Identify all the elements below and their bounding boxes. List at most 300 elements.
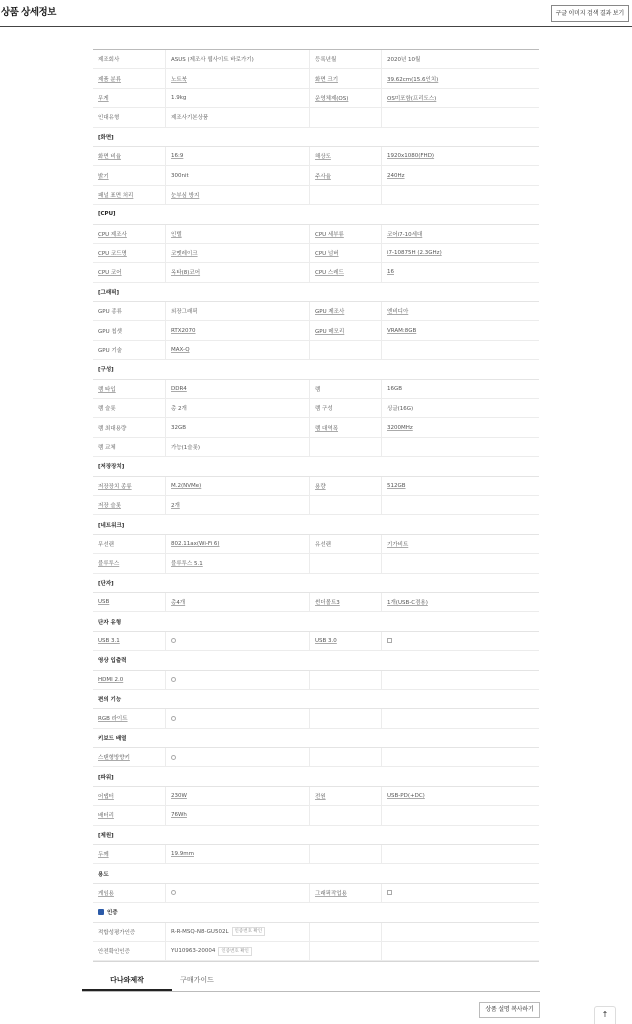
spec-value-text: 외장그래픽 <box>171 309 198 316</box>
spec-row <box>93 535 539 554</box>
spec-value-text[interactable]: 인텔 <box>171 231 182 238</box>
spec-value <box>382 50 539 68</box>
spec-section-header <box>93 729 539 748</box>
section-label-text: 단자 유형 <box>98 619 122 626</box>
section-label-text: 인증 <box>107 910 118 917</box>
spec-row <box>93 108 539 127</box>
section-label <box>93 826 393 844</box>
spec-value-text[interactable]: 엔비디아 <box>387 309 409 316</box>
spec-value-text[interactable]: 39.62cm(15.6인치) <box>387 76 439 83</box>
spec-value[interactable] <box>382 593 539 611</box>
section-label <box>93 612 393 630</box>
section-label <box>93 903 393 921</box>
spec-value-text[interactable]: 240Hz <box>387 172 405 179</box>
spec-value <box>382 845 539 863</box>
spec-label[interactable] <box>310 302 382 320</box>
spec-value <box>166 671 310 689</box>
spec-value-text: ASUS (제조사 웹사이트 바로가기) <box>171 57 254 64</box>
spec-value[interactable] <box>166 244 310 262</box>
spec-row <box>93 186 539 205</box>
spec-label[interactable] <box>310 244 382 262</box>
spec-label-text[interactable]: 주사율 <box>315 173 331 180</box>
spec-value-text[interactable]: M.2(NVMe) <box>171 482 202 489</box>
spec-label <box>93 341 166 359</box>
spec-label-text: GPU 종류 <box>98 309 122 316</box>
certification-icon <box>98 909 104 915</box>
spec-section-header <box>93 515 539 534</box>
spec-value[interactable] <box>382 263 539 281</box>
spec-section-header <box>93 864 539 883</box>
spec-row <box>93 341 539 360</box>
spec-label <box>310 496 382 514</box>
spec-value[interactable] <box>166 806 310 824</box>
spec-label-text[interactable]: 저장장치 종류 <box>98 483 132 490</box>
spec-row <box>93 418 539 437</box>
spec-label[interactable] <box>310 477 382 495</box>
spec-label[interactable] <box>93 147 166 165</box>
spec-value-text[interactable]: 16 <box>387 269 394 276</box>
spec-value <box>166 884 310 902</box>
spec-label[interactable] <box>93 593 166 611</box>
spec-value-text[interactable]: 코멧레이크 <box>171 251 198 258</box>
section-label-text: [저장장치] <box>98 464 125 471</box>
spec-row <box>93 884 539 903</box>
section-label-text: [그래픽] <box>98 289 119 296</box>
spec-value-text[interactable]: 옥타(8)코어 <box>171 270 201 277</box>
spec-label-text: 적합성평가인증 <box>98 929 136 936</box>
spec-value[interactable] <box>166 554 310 572</box>
spec-row <box>93 225 539 244</box>
section-label <box>93 128 393 146</box>
spec-row <box>93 554 539 573</box>
page-header <box>0 0 632 27</box>
spec-value[interactable] <box>382 166 539 184</box>
spec-value <box>382 671 539 689</box>
spec-label-text[interactable]: CPU 제조사 <box>98 231 127 238</box>
spec-value[interactable] <box>166 787 310 805</box>
spec-label <box>93 535 166 553</box>
spec-row <box>93 709 539 728</box>
spec-label-text: 제조회사 <box>98 57 120 64</box>
spec-label <box>310 341 382 359</box>
spec-value-text[interactable]: 16:9 <box>171 153 184 160</box>
spec-label-text[interactable]: GPU 제조사 <box>315 309 345 316</box>
spec-value <box>382 496 539 514</box>
spec-label-text[interactable]: 화면 크기 <box>315 76 339 83</box>
spec-label-text[interactable]: 해상도 <box>315 154 331 161</box>
spec-label <box>310 438 382 456</box>
spec-row <box>93 50 539 69</box>
spec-value-text[interactable]: VRAM:8GB <box>387 327 417 334</box>
spec-row <box>93 244 539 263</box>
spec-value-text[interactable]: 눈부심 방지 <box>171 192 200 199</box>
spec-label[interactable] <box>310 147 382 165</box>
spec-label[interactable] <box>93 477 166 495</box>
spec-value <box>382 923 539 941</box>
spec-label[interactable] <box>310 225 382 243</box>
spec-label[interactable] <box>310 321 382 339</box>
spec-value-text: 2020년 10월 <box>387 57 421 64</box>
spec-label[interactable] <box>93 69 166 87</box>
spec-label <box>310 399 382 417</box>
spec-value <box>382 380 539 398</box>
supported-mark-icon <box>171 755 176 760</box>
spec-label-text[interactable]: 용량 <box>315 483 326 490</box>
spec-label-text[interactable]: HDMI 2.0 <box>98 676 124 683</box>
spec-section-header <box>93 826 539 845</box>
supported-mark-icon <box>171 716 176 721</box>
google-image-search-button[interactable]: 구글 이미지 검색 결과 보기 <box>551 5 629 22</box>
cert-number-check-button[interactable]: 인증번호 확인 <box>232 927 266 936</box>
section-label <box>93 205 393 223</box>
spec-value[interactable] <box>166 341 310 359</box>
supported-mark-icon <box>171 677 176 682</box>
spec-value <box>166 50 310 68</box>
tab-buying-guide[interactable]: 구매가이드 <box>180 976 214 984</box>
section-label-text: [파워] <box>98 774 114 781</box>
spec-row <box>93 69 539 88</box>
spec-value-text[interactable]: 총4개 <box>171 600 186 607</box>
spec-value-text: 32GB <box>171 424 187 431</box>
spec-label <box>310 50 382 68</box>
spec-label-text[interactable]: CPU 넘버 <box>315 251 339 258</box>
spec-label-text: 등록년월 <box>315 57 337 64</box>
spec-label-text[interactable]: USB <box>98 599 110 606</box>
spec-value-text[interactable]: 1개(USB-C겸용) <box>387 600 428 607</box>
spec-label-text[interactable]: 무게 <box>98 95 109 102</box>
spec-row <box>93 438 539 457</box>
spec-section-header <box>93 283 539 302</box>
spec-row <box>93 380 539 399</box>
spec-value <box>166 438 310 456</box>
supported-mark-icon <box>171 890 176 895</box>
spec-label <box>310 845 382 863</box>
spec-section-header <box>93 128 539 147</box>
spec-row <box>93 477 539 496</box>
spec-value-text[interactable]: DDR4 <box>171 385 187 392</box>
spec-value-text[interactable]: MAX-Q <box>171 347 190 354</box>
spec-label-text[interactable]: 밝기 <box>98 173 109 180</box>
spec-label <box>93 321 166 339</box>
spec-value <box>166 302 310 320</box>
spec-value[interactable] <box>382 418 539 436</box>
cert-number-check-button[interactable]: 인증번호 확인 <box>218 947 252 956</box>
spec-label[interactable] <box>93 186 166 204</box>
spec-label-text[interactable]: 스탠형방향키 <box>98 755 130 762</box>
spec-label[interactable] <box>93 632 166 650</box>
section-label <box>93 283 393 301</box>
spec-value <box>166 89 310 107</box>
section-label <box>93 457 393 475</box>
spec-value-text[interactable]: USB-PD(+DC) <box>387 793 425 800</box>
spec-label[interactable] <box>310 884 382 902</box>
spec-label[interactable] <box>93 380 166 398</box>
spec-label-text[interactable]: 썬더볼트3 <box>315 600 340 607</box>
spec-section-header <box>93 690 539 709</box>
spec-label-text[interactable]: 어댑터 <box>98 794 114 801</box>
spec-section-header <box>93 360 539 379</box>
spec-value[interactable] <box>382 477 539 495</box>
spec-value-text[interactable]: RTX2070 <box>171 327 196 334</box>
spec-label[interactable] <box>310 89 382 107</box>
spec-label-text: 무선랜 <box>98 541 114 548</box>
spec-value <box>382 186 539 204</box>
spec-section-header <box>93 767 539 786</box>
spec-label[interactable] <box>93 263 166 281</box>
spec-value-text: 제조사기본상품 <box>171 115 209 122</box>
spec-value-text[interactable]: 230W <box>171 793 187 800</box>
spec-value <box>382 632 539 650</box>
spec-label-text[interactable]: 램 타입 <box>98 386 116 393</box>
spec-value <box>166 709 310 727</box>
spec-row <box>93 632 539 651</box>
spec-value[interactable] <box>166 321 310 339</box>
spec-label-text[interactable]: CPU 세부류 <box>315 231 344 238</box>
spec-value-text: 싱글(16G) <box>387 406 414 413</box>
spec-row <box>93 787 539 806</box>
spec-label-text[interactable]: 램 대역폭 <box>315 425 339 432</box>
detail-tabs <box>82 969 540 992</box>
spec-label-text[interactable]: 배터리 <box>98 813 114 820</box>
spec-value[interactable] <box>166 69 310 87</box>
spec-value <box>166 632 310 650</box>
spec-value-text: 가능(1슬롯) <box>171 445 201 451</box>
spec-label <box>310 671 382 689</box>
spec-value[interactable] <box>166 380 310 398</box>
spec-value[interactable] <box>382 244 539 262</box>
spec-value[interactable] <box>382 69 539 87</box>
spec-value[interactable] <box>382 302 539 320</box>
spec-label-text[interactable]: CPU 코드명 <box>98 251 127 258</box>
spec-value-text[interactable]: 2개 <box>171 503 180 510</box>
spec-row <box>93 166 539 185</box>
spec-label[interactable] <box>310 69 382 87</box>
spec-label-text[interactable]: RGB 라이트 <box>98 716 128 723</box>
section-label-text: [화면] <box>98 134 114 141</box>
spec-value[interactable] <box>166 147 310 165</box>
spec-label-text: GPU 칩셋 <box>98 328 122 335</box>
spec-value <box>382 554 539 572</box>
spec-label-text: 램 <box>315 386 321 393</box>
spec-value <box>382 942 539 960</box>
spec-label <box>310 554 382 572</box>
spec-label-text[interactable]: 제품 분류 <box>98 76 122 83</box>
spec-label <box>310 535 382 553</box>
spec-label[interactable] <box>93 845 166 863</box>
spec-value <box>166 418 310 436</box>
spec-section-header <box>93 574 539 593</box>
spec-table <box>93 49 539 962</box>
spec-value[interactable] <box>382 147 539 165</box>
section-label <box>93 515 393 533</box>
spec-row <box>93 496 539 515</box>
spec-value[interactable] <box>166 496 310 514</box>
spec-value[interactable] <box>166 186 310 204</box>
section-label <box>93 690 393 708</box>
tab-danawa-made[interactable]: 다나와제작 <box>82 969 172 991</box>
spec-value-text[interactable]: 코어i7-10세대 <box>387 231 423 238</box>
spec-label <box>310 923 382 941</box>
spec-value-text[interactable]: OS미포함(프리도스) <box>387 95 437 102</box>
spec-value[interactable] <box>166 477 310 495</box>
spec-value <box>382 341 539 359</box>
page-title: 상품 상세정보 <box>1 7 56 18</box>
spec-value-text: 16GB <box>387 385 403 392</box>
spec-label <box>310 806 382 824</box>
section-label <box>93 864 393 882</box>
spec-label[interactable] <box>93 166 166 184</box>
spec-label-text[interactable]: CPU 스레드 <box>315 270 344 277</box>
spec-label[interactable] <box>93 806 166 824</box>
spec-label[interactable] <box>93 244 166 262</box>
spec-label-text[interactable]: GPU 메모리 <box>315 328 345 335</box>
scroll-top-icon[interactable]: ↑ <box>594 1006 616 1024</box>
spec-value[interactable] <box>382 787 539 805</box>
spec-label <box>93 418 166 436</box>
spec-value <box>382 806 539 824</box>
spec-label <box>93 108 166 126</box>
spec-label[interactable] <box>310 787 382 805</box>
spec-value-text: 총 2개 <box>171 406 187 413</box>
spec-value[interactable] <box>166 535 310 553</box>
supported-mark-icon <box>387 890 392 895</box>
spec-label[interactable] <box>93 709 166 727</box>
spec-label-text[interactable]: USB 3.1 <box>98 637 120 644</box>
spec-label <box>93 399 166 417</box>
spec-value-text[interactable]: 기가비트 <box>387 541 409 548</box>
section-label-text: 영상 입출력 <box>98 658 127 665</box>
spec-label <box>93 438 166 456</box>
spec-section-header <box>93 651 539 670</box>
spec-value-text[interactable]: 19.9mm <box>171 851 194 858</box>
spec-value-text: 300nit <box>171 172 189 179</box>
spec-label[interactable] <box>310 632 382 650</box>
copy-description-button[interactable]: 상품 설명 복사하기 <box>479 1002 540 1018</box>
spec-label-text: GPU 기술 <box>98 348 122 355</box>
spec-value-text: 1.9kg <box>171 94 187 101</box>
spec-value <box>166 748 310 766</box>
spec-label[interactable] <box>93 89 166 107</box>
spec-label[interactable] <box>93 225 166 243</box>
spec-label-text[interactable]: 블루투스 <box>98 561 120 568</box>
spec-value <box>382 748 539 766</box>
spec-value-text[interactable]: 노트북 <box>171 76 187 83</box>
spec-row <box>93 671 539 690</box>
section-label-text: 키보드 배열 <box>98 735 127 742</box>
spec-value <box>382 884 539 902</box>
section-label-text: [구성] <box>98 367 114 374</box>
spec-value <box>382 709 539 727</box>
spec-value[interactable] <box>166 263 310 281</box>
spec-label-text[interactable]: USB 3.0 <box>315 637 337 644</box>
supported-mark-icon <box>171 638 176 643</box>
spec-label <box>93 302 166 320</box>
spec-value <box>166 108 310 126</box>
spec-value <box>166 166 310 184</box>
spec-label-text: 램 슬롯 <box>98 406 116 413</box>
spec-row <box>93 806 539 825</box>
spec-section-header <box>93 457 539 476</box>
section-label-text: 용도 <box>98 871 109 878</box>
spec-label-text[interactable]: 두께 <box>98 852 109 859</box>
spec-label <box>310 186 382 204</box>
section-label-text: [네트워크] <box>98 522 125 529</box>
spec-section-header <box>93 205 539 224</box>
spec-value-text[interactable]: 블루투스 5.1 <box>171 561 203 568</box>
spec-value[interactable] <box>382 89 539 107</box>
spec-label-text[interactable]: 전원 <box>315 794 326 801</box>
spec-label[interactable] <box>93 671 166 689</box>
spec-label[interactable] <box>310 166 382 184</box>
spec-label[interactable] <box>93 554 166 572</box>
spec-label-text[interactable]: 운영체제(OS) <box>315 95 349 102</box>
spec-value[interactable] <box>382 535 539 553</box>
spec-label <box>93 942 166 960</box>
spec-value <box>382 438 539 456</box>
spec-section-header <box>93 612 539 631</box>
spec-label-text: 램 구성 <box>315 406 333 413</box>
spec-label-text: 유선랜 <box>315 541 331 548</box>
spec-value[interactable] <box>166 593 310 611</box>
spec-label <box>93 50 166 68</box>
section-label <box>93 767 393 785</box>
spec-label-text[interactable]: 패널 표면 처리 <box>98 192 134 199</box>
spec-row <box>93 748 539 767</box>
spec-row <box>93 593 539 612</box>
spec-row <box>93 942 539 961</box>
spec-value[interactable] <box>166 225 310 243</box>
spec-label-text[interactable]: 그래픽작업용 <box>315 890 347 897</box>
section-label-text: [CPU] <box>98 211 116 218</box>
spec-label-text[interactable]: 게임용 <box>98 890 114 897</box>
spec-value <box>382 108 539 126</box>
spec-value-text[interactable]: i7-10875H (2.3GHz) <box>387 250 442 257</box>
spec-label[interactable] <box>93 748 166 766</box>
spec-row <box>93 399 539 418</box>
spec-row <box>93 302 539 321</box>
spec-value-text[interactable]: 802.11ax(Wi-Fi 6) <box>171 540 220 547</box>
spec-label[interactable] <box>93 496 166 514</box>
spec-label[interactable] <box>310 593 382 611</box>
section-label-text: [단자] <box>98 580 114 587</box>
spec-value[interactable] <box>166 845 310 863</box>
spec-label-text[interactable]: CPU 코어 <box>98 270 122 277</box>
spec-label-text: 안전확인인증 <box>98 949 130 956</box>
spec-label-text[interactable]: 화면 비율 <box>98 154 122 161</box>
spec-value-text[interactable]: 76Wh <box>171 812 187 819</box>
spec-label-text: 램 최대용량 <box>98 425 127 432</box>
section-label-text: 편의 기능 <box>98 697 122 704</box>
spec-label[interactable] <box>310 418 382 436</box>
spec-value-text[interactable]: 512GB <box>387 482 406 489</box>
spec-value-text[interactable]: 3200MHz <box>387 424 413 431</box>
spec-label <box>93 923 166 941</box>
spec-value[interactable] <box>382 225 539 243</box>
spec-label <box>310 108 382 126</box>
spec-value <box>166 942 310 960</box>
spec-row <box>93 845 539 864</box>
spec-value[interactable] <box>382 321 539 339</box>
section-label <box>93 574 393 592</box>
spec-row <box>93 263 539 282</box>
spec-label[interactable] <box>93 787 166 805</box>
spec-label[interactable] <box>310 263 382 281</box>
spec-label-text[interactable]: 저장 슬롯 <box>98 503 122 510</box>
spec-value-text: R-R-MSQ-N8-GU502L <box>171 928 229 935</box>
section-label-text: [제원] <box>98 832 114 839</box>
spec-label[interactable] <box>93 884 166 902</box>
spec-value-text[interactable]: 1920x1080(FHD) <box>387 153 435 160</box>
